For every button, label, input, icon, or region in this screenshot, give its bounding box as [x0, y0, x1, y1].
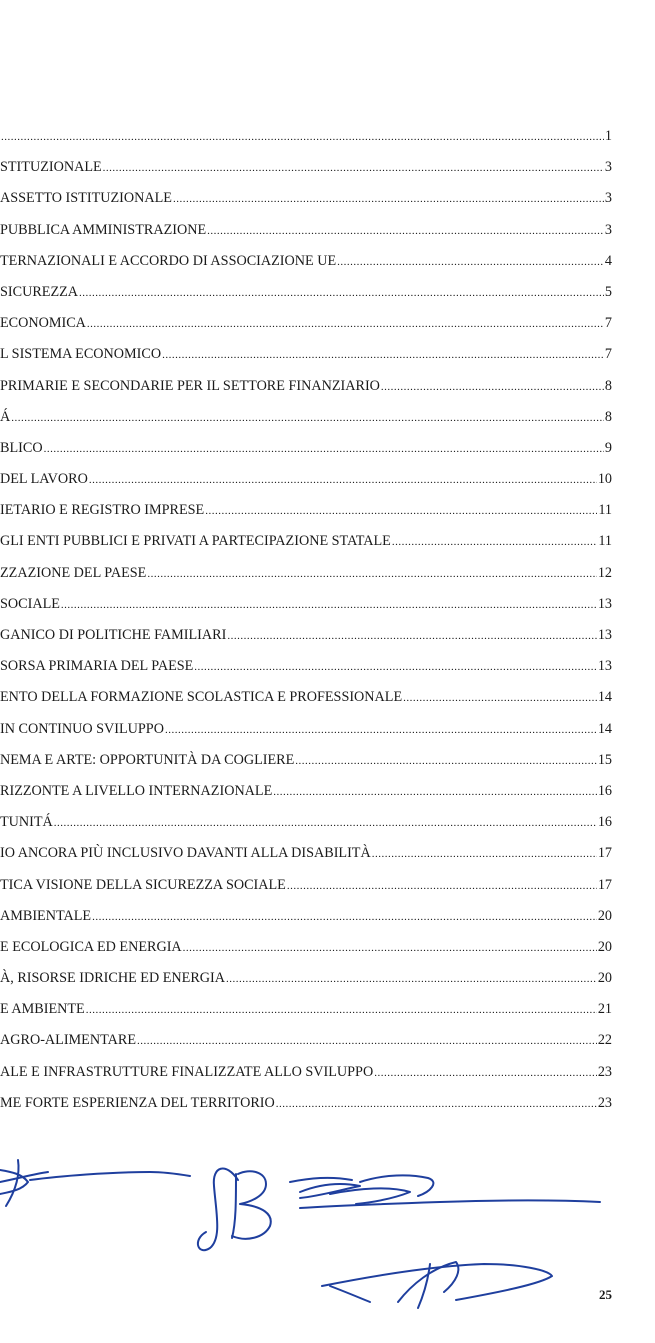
toc-dot-leader [381, 382, 604, 393]
toc-dot-leader [11, 413, 604, 424]
toc-entry-page: 16 [597, 814, 612, 831]
toc-entry [0, 846, 612, 877]
toc-dot-leader [276, 1099, 597, 1110]
toc-entry-page: 13 [597, 658, 612, 675]
toc-entry-title: SICUREZZA [0, 283, 79, 300]
toc-entry [0, 753, 612, 784]
toc-entry-title: GLI ENTI PUBBLICI E PRIVATI A PARTECIPAZIONE STATALE [0, 533, 391, 550]
toc-entry [0, 1002, 612, 1033]
toc-entry-page: 13 [597, 627, 612, 643]
toc-dot-leader [1, 132, 604, 143]
toc-entry-page: 5 [604, 283, 612, 300]
toc-entry [0, 410, 612, 441]
toc-dot-leader [86, 1005, 597, 1016]
toc-dot-leader [227, 631, 596, 642]
toc-entry-title: L SISTEMA ECONOMICO [0, 346, 162, 363]
toc-entry-title: TICA VISIONE DELLA SICUREZZA SOCIALE [0, 876, 286, 893]
table-of-contents [0, 129, 612, 1127]
toc-entry-title: ME FORTE ESPERIENZA DEL TERRITORIO [0, 1094, 275, 1111]
toc-entry-page: 12 [597, 564, 612, 581]
toc-entry [0, 534, 612, 565]
toc-entry [0, 254, 612, 285]
toc-entry [0, 129, 612, 160]
toc-entry-page: 11 [598, 533, 612, 550]
toc-entry-page: 10 [597, 471, 612, 488]
toc-dot-leader [273, 787, 597, 798]
toc-dot-leader [374, 1068, 597, 1079]
toc-entry [0, 690, 612, 721]
toc-entry-page: 22 [597, 1032, 612, 1049]
toc-entry-title: NEMA E ARTE: OPPORTUNITÀ DA COGLIERE [0, 751, 295, 768]
toc-dot-leader [295, 756, 597, 767]
signature-left [0, 1160, 190, 1206]
toc-entry-title: ALE E INFRASTRUTTURE FINALIZZATE ALLO SVILUPPO [0, 1063, 374, 1080]
toc-entry-page: 9 [604, 439, 612, 456]
toc-entry [0, 940, 612, 971]
toc-entry [0, 160, 612, 191]
toc-entry-title: ENTO DELLA FORMAZIONE SCOLASTICA E PROFESSIONALE [0, 689, 403, 706]
page-number: 25 [599, 1287, 612, 1302]
toc-dot-leader [103, 163, 604, 174]
toc-dot-leader [44, 444, 604, 455]
toc-dot-leader [87, 319, 604, 330]
toc-dot-leader [372, 849, 597, 860]
toc-entry-page: 20 [597, 907, 612, 924]
toc-dot-leader [89, 475, 597, 486]
toc-entry-page: 8 [604, 408, 612, 425]
toc-dot-leader [403, 693, 597, 704]
toc-entry [0, 503, 612, 534]
toc-dot-leader [92, 912, 597, 923]
toc-dot-leader [79, 288, 604, 299]
toc-dot-leader [337, 257, 604, 268]
toc-entry [0, 971, 612, 1002]
toc-entry-title: RIZZONTE A LIVELLO INTERNAZIONALE [0, 782, 273, 799]
toc-dot-leader [207, 226, 604, 237]
toc-entry-title: BLICO [0, 439, 43, 456]
toc-entry-title: AMBIENTALE [0, 907, 92, 924]
toc-entry [0, 909, 612, 940]
toc-entry-title: IO ANCORA PIÙ INCLUSIVO DAVANTI ALLA DISABILITÀ [0, 845, 371, 862]
toc-entry [0, 1096, 612, 1127]
toc-entry-page: 16 [597, 782, 612, 799]
toc-entry [0, 285, 612, 316]
toc-entry-title: IETARIO E REGISTRO IMPRESE [0, 502, 205, 519]
toc-entry-title: TUNITÁ [0, 814, 53, 831]
toc-entry-page: 11 [598, 502, 612, 519]
signature-bottom [322, 1262, 552, 1308]
toc-dot-leader [226, 974, 597, 985]
toc-entry-page: 8 [604, 377, 612, 394]
toc-entry-page: 21 [597, 1001, 612, 1018]
toc-entry [0, 597, 612, 628]
toc-entry-title: SOCIALE [0, 595, 60, 612]
toc-entry [0, 784, 612, 815]
toc-entry-title: GANICO DI POLITICHE FAMILIARI [0, 627, 227, 643]
toc-entry [0, 347, 612, 378]
toc-dot-leader [194, 662, 597, 673]
toc-entry-title: Á [0, 408, 11, 425]
toc-entry-title: SORSA PRIMARIA DEL PAESE [0, 658, 194, 675]
toc-entry-title: E ECOLOGICA ED ENERGIA [0, 938, 182, 955]
toc-entry [0, 722, 612, 753]
toc-entry-page: 4 [604, 252, 612, 269]
toc-entry [0, 659, 612, 690]
toc-entry-title: ASSETTO ISTITUZIONALE [0, 190, 172, 207]
toc-entry-page: 17 [597, 845, 612, 862]
toc-entry-title: À, RISORSE IDRICHE ED ENERGIA [0, 970, 226, 987]
toc-entry-title: ZZAZIONE DEL PAESE [0, 564, 147, 581]
toc-entry-page: 7 [604, 315, 612, 332]
toc-dot-leader [54, 818, 597, 829]
toc-dot-leader [173, 194, 604, 205]
toc-entry-page: 13 [597, 595, 612, 612]
toc-dot-leader [147, 569, 596, 580]
toc-entry-page: 23 [597, 1063, 612, 1080]
toc-dot-leader [162, 350, 604, 361]
toc-entry-page: 17 [597, 876, 612, 893]
toc-entry [0, 441, 612, 472]
toc-entry-title: ECONOMICA [0, 315, 86, 332]
toc-entry-title: E AMBIENTE [0, 1001, 85, 1018]
toc-entry-page: 14 [597, 720, 612, 737]
toc-entry [0, 379, 612, 410]
toc-entry-title: TERNAZIONALI E ACCORDO DI ASSOCIAZIONE UE [0, 252, 337, 269]
toc-entry [0, 316, 612, 347]
toc-entry-page: 7 [604, 346, 612, 363]
toc-entry [0, 815, 612, 846]
toc-entry [0, 628, 612, 659]
toc-entry-title: PUBBLICA AMMINISTRAZIONE [0, 221, 207, 238]
toc-entry-title: AGRO-ALIMENTARE [0, 1032, 136, 1049]
toc-entry-page: 14 [597, 689, 612, 706]
toc-entry-page: 1 [604, 128, 612, 144]
toc-dot-leader [137, 1036, 597, 1047]
toc-dot-leader [61, 600, 597, 611]
toc-dot-leader [165, 725, 597, 736]
toc-entry-page: 3 [604, 190, 612, 207]
toc-entry [0, 1065, 612, 1096]
toc-entry-page: 3 [604, 221, 612, 238]
toc-entry-page: 3 [604, 159, 612, 176]
toc-entry [0, 472, 612, 503]
signature-middle [198, 1169, 600, 1251]
toc-entry-page: 20 [597, 970, 612, 987]
toc-entry [0, 878, 612, 909]
toc-dot-leader [205, 506, 597, 517]
toc-entry [0, 223, 612, 254]
toc-entry-title: DEL LAVORO [0, 471, 88, 488]
toc-entry-title: PRIMARIE E SECONDARIE PER IL SETTORE FINANZIARIO [0, 377, 380, 394]
toc-dot-leader [287, 881, 597, 892]
toc-entry-title: STITUZIONALE [0, 159, 102, 176]
toc-entry-page: 23 [597, 1094, 612, 1111]
toc-entry-page: 20 [597, 938, 612, 955]
toc-entry [0, 1033, 612, 1064]
toc-dot-leader [183, 943, 597, 954]
toc-entry [0, 566, 612, 597]
toc-entry [0, 191, 612, 222]
signatures [0, 1152, 655, 1322]
toc-dot-leader [392, 537, 597, 548]
toc-entry-title: IN CONTINUO SVILUPPO [0, 720, 164, 737]
toc-entry-page: 15 [597, 751, 612, 768]
